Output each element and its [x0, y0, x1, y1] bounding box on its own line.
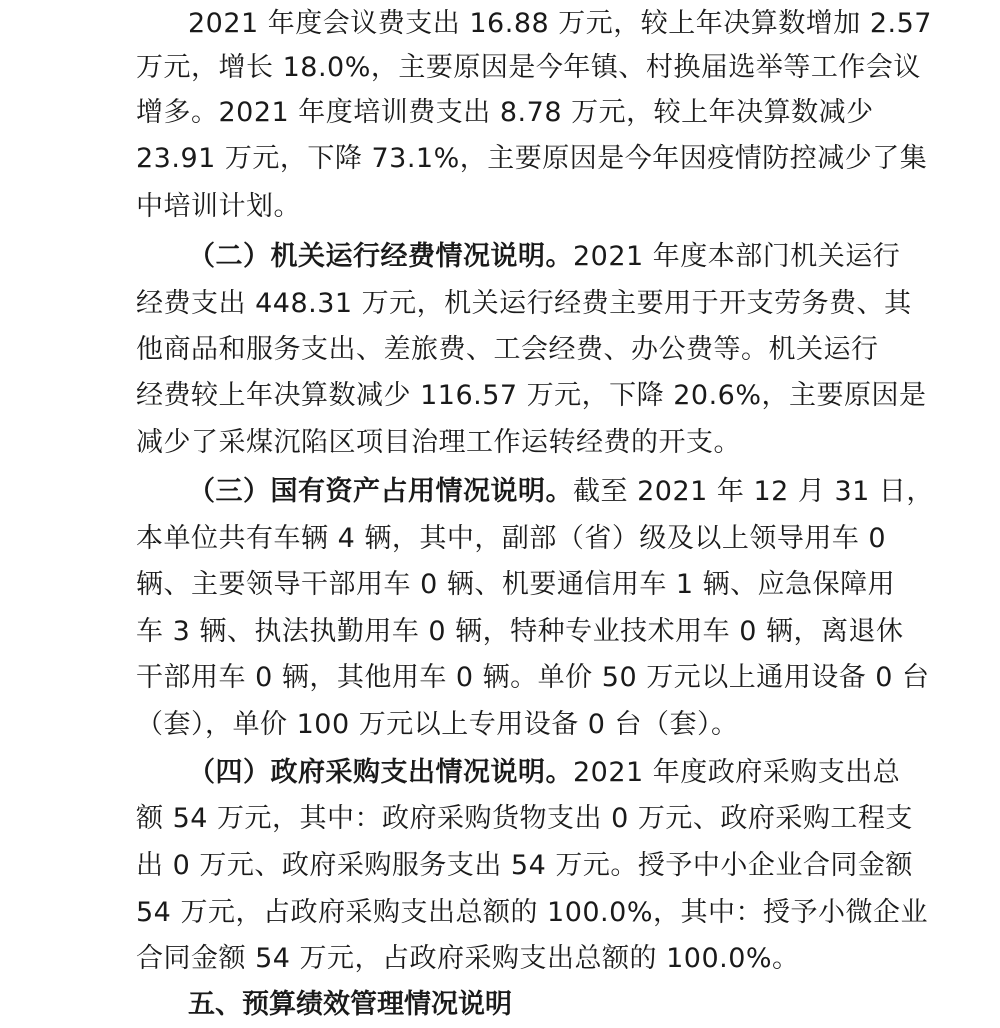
p3-line-1-text: 截至 2021 年 12 月 31 日， [573, 476, 934, 507]
p2-line-1-text: 2021 年度本部门机关运行 [573, 241, 901, 272]
p4-title: （四）政府采购支出情况说明。 [188, 757, 573, 788]
p1-line-4: 23.91 万元，下降 73.1%，主要原因是今年因疫情防控减少了集 [136, 143, 928, 174]
p4-line-4: 54 万元，占政府采购支出总额的 100.0%，其中：授予小微企业 [136, 897, 928, 928]
p3-line-4: 车 3 辆、执法执勤用车 0 辆，特种专业技术用车 0 辆，离退休 [136, 616, 904, 647]
p3-line-3: 辆、主要领导干部用车 0 辆、机要通信用车 1 辆、应急保障用 [136, 569, 896, 600]
p2-line-1 [188, 233, 900, 280]
p1-line-2: 万元，增长 18.0%，主要原因是今年镇、村换届选举等工作会议 [136, 52, 921, 83]
p2-line-4: 经费较上年决算数减少 116.57 万元，下降 20.6%，主要原因是 [136, 380, 927, 411]
p2-line-2: 经费支出 448.31 万元，机关运行经费主要用于开支劳务费、其 [136, 288, 912, 319]
p2-line-3: 他商品和服务支出、差旅费、工会经费、办公费等。机关运行 [136, 334, 879, 365]
p4-line-1-text: 2021 年度政府采购支出总 [573, 757, 901, 788]
p4-line-1 [188, 749, 900, 796]
p4-line-3: 出 0 万元、政府采购服务支出 54 万元。授予中小企业合同金额 [136, 850, 913, 881]
section-heading: 五、预算绩效管理情况说明 [188, 989, 512, 1020]
p2-line-5: 减少了采煤沉陷区项目治理工作运转经费的开支。 [136, 427, 741, 458]
p2-title: （二）机关运行经费情况说明。 [188, 241, 573, 272]
p1-line-3: 增多。2021 年度培训费支出 8.78 万元，较上年决算数减少 [136, 97, 874, 128]
p4-line-2: 额 54 万元，其中：政府采购货物支出 0 万元、政府采购工程支 [136, 803, 913, 834]
p3-title: （三）国有资产占用情况说明。 [188, 476, 573, 507]
p3-line-2: 本单位共有车辆 4 辆，其中，副部（省）级及以上领导用车 0 [136, 523, 887, 554]
p4-line-5: 合同金额 54 万元，占政府采购支出总额的 100.0%。 [136, 943, 800, 974]
p3-line-5: 干部用车 0 辆，其他用车 0 辆。单价 50 万元以上通用设备 0 台 [136, 662, 930, 693]
p1-line-5: 中培训计划。 [136, 191, 301, 222]
p1-line-1: 2021 年度会议费支出 16.88 万元，较上年决算数增加 2.57 [188, 8, 932, 39]
p3-line-6: （套），单价 100 万元以上专用设备 0 台（套）。 [136, 709, 739, 740]
p3-line-1 [188, 468, 934, 515]
